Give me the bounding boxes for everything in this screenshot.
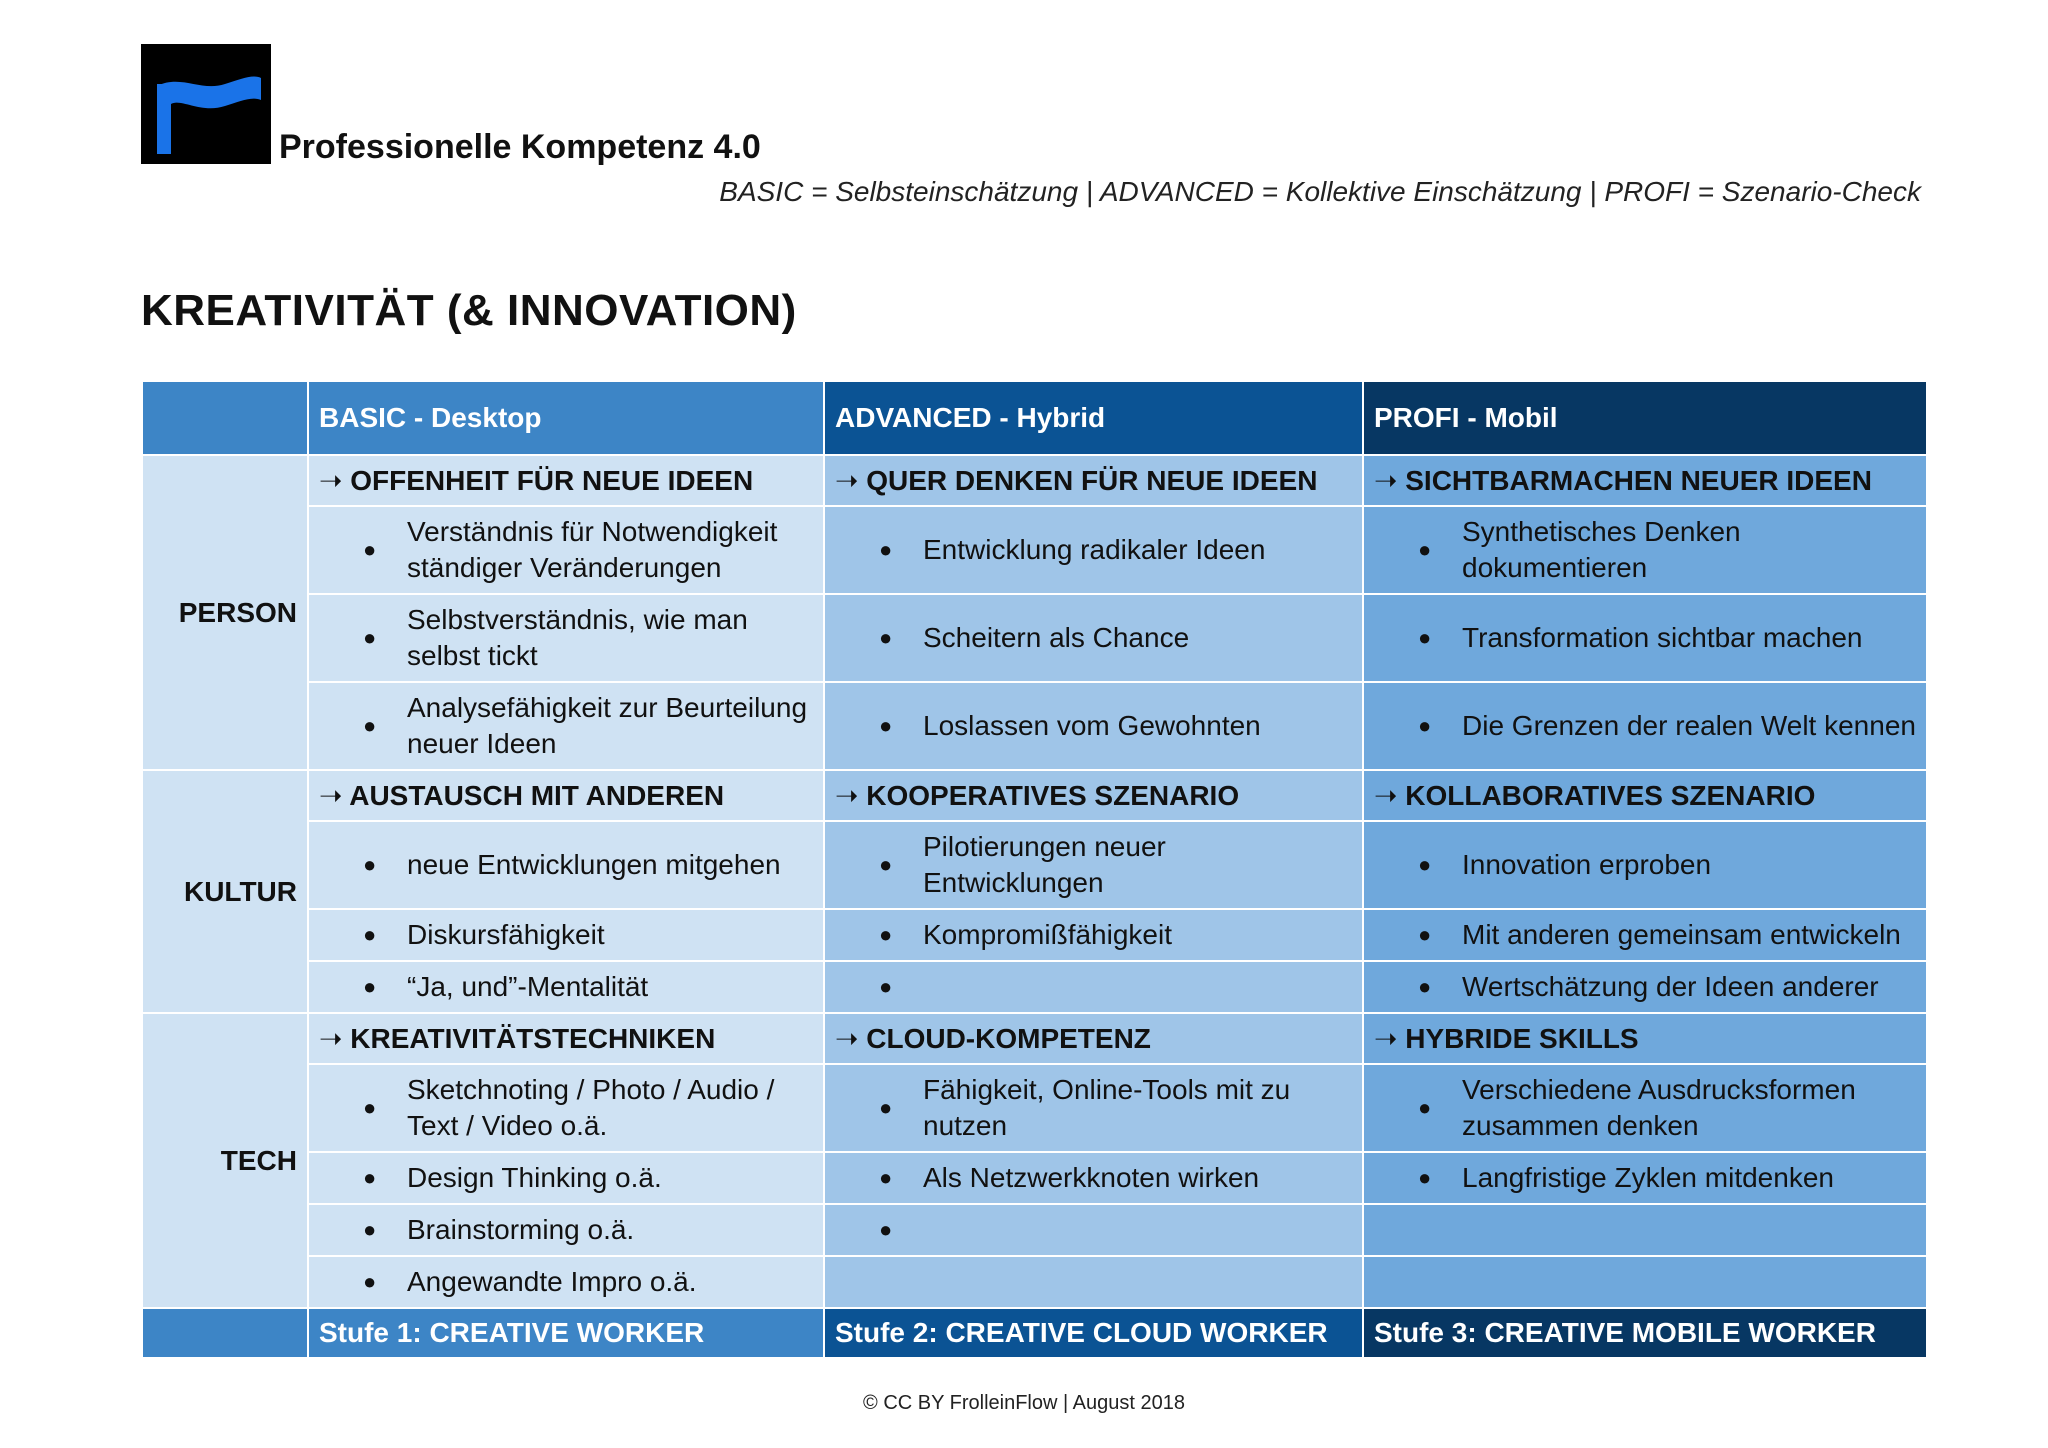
section-heading-text: SICHTBARMACHEN NEUER IDEEN bbox=[1405, 465, 1872, 496]
list-item-text: Kompromißfähigkeit bbox=[923, 919, 1172, 950]
arrow-icon: ➝ bbox=[1374, 780, 1398, 811]
list-item-text: Design Thinking o.ä. bbox=[407, 1162, 662, 1193]
matrix-body bbox=[142, 455, 1927, 1308]
list-item bbox=[835, 532, 1352, 568]
table-cell bbox=[308, 821, 824, 909]
section-heading bbox=[824, 455, 1363, 506]
bullet-icon: ● bbox=[879, 1217, 893, 1242]
table-cell bbox=[1363, 1204, 1927, 1256]
list-item-text: Verschiedene Ausdrucksformen zusammen denken bbox=[1462, 1074, 1856, 1141]
list-item bbox=[835, 917, 1352, 953]
table-row bbox=[142, 506, 1927, 594]
bullet-icon: ● bbox=[879, 625, 893, 650]
section-heading-text: KOOPERATIVES SZENARIO bbox=[866, 780, 1240, 811]
page-title: KREATIVITÄT (& INNOVATION) bbox=[141, 286, 797, 335]
list-item bbox=[1374, 1072, 1916, 1144]
arrow-icon: ➝ bbox=[1374, 465, 1398, 496]
table-row bbox=[142, 594, 1927, 682]
bullet-icon: ● bbox=[363, 1165, 377, 1190]
section-heading-text: KOLLABORATIVES SZENARIO bbox=[1405, 780, 1816, 811]
table-row bbox=[142, 961, 1927, 1013]
list-item bbox=[319, 1212, 813, 1248]
copyright-footer: © CC BY FrolleinFlow | August 2018 bbox=[863, 1392, 1185, 1414]
page-header bbox=[141, 44, 1921, 224]
app-title: Professionelle Kompetenz 4.0 bbox=[279, 128, 761, 166]
list-item bbox=[319, 917, 813, 953]
section-heading bbox=[824, 1013, 1363, 1064]
stage-row bbox=[142, 1308, 1927, 1358]
section-heading-text: KREATIVITÄTSTECHNIKEN bbox=[350, 1023, 716, 1054]
table-cell bbox=[824, 1204, 1363, 1256]
section-heading bbox=[308, 455, 824, 506]
table-cell bbox=[308, 594, 824, 682]
stage-1-label: Stufe 1: CREATIVE WORKER bbox=[308, 1308, 824, 1358]
section-heading bbox=[824, 770, 1363, 821]
section-heading bbox=[308, 1013, 824, 1064]
arrow-icon: ➝ bbox=[835, 780, 859, 811]
table-cell bbox=[1363, 1064, 1927, 1152]
column-header-profi: PROFI - Mobil bbox=[1363, 381, 1927, 455]
list-item bbox=[319, 690, 813, 762]
list-item bbox=[1374, 514, 1916, 586]
section-heading bbox=[308, 770, 824, 821]
table-cell bbox=[1363, 506, 1927, 594]
list-item bbox=[1374, 917, 1916, 953]
column-header-advanced: ADVANCED - Hybrid bbox=[824, 381, 1363, 455]
table-cell bbox=[308, 1256, 824, 1308]
list-item bbox=[835, 620, 1352, 656]
category-label: TECH bbox=[142, 1013, 308, 1308]
table-cell bbox=[824, 594, 1363, 682]
list-item bbox=[1374, 969, 1916, 1005]
table-cell bbox=[824, 1064, 1363, 1152]
table-cell bbox=[1363, 594, 1927, 682]
bullet-icon: ● bbox=[1418, 625, 1432, 650]
list-item-text: Brainstorming o.ä. bbox=[407, 1214, 635, 1245]
list-item-text: Als Netzwerkknoten wirken bbox=[923, 1162, 1260, 1193]
list-item bbox=[319, 969, 813, 1005]
bullet-icon: ● bbox=[363, 1269, 377, 1294]
bullet-icon: ● bbox=[879, 1165, 893, 1190]
table-row bbox=[142, 1256, 1927, 1308]
list-item-text: Loslassen vom Gewohnten bbox=[923, 710, 1261, 741]
list-item bbox=[835, 708, 1352, 744]
competency-matrix bbox=[141, 380, 1928, 1359]
table-row bbox=[142, 821, 1927, 909]
bullet-icon: ● bbox=[1418, 974, 1432, 999]
bullet-icon: ● bbox=[363, 1217, 377, 1242]
bullet-icon: ● bbox=[879, 922, 893, 947]
table-cell bbox=[824, 1256, 1363, 1308]
list-item bbox=[835, 1160, 1352, 1196]
table-cell bbox=[824, 682, 1363, 770]
list-item-text: neue Entwicklungen mitgehen bbox=[407, 849, 781, 880]
list-item-text: Die Grenzen der realen Welt kennen bbox=[1462, 710, 1916, 741]
header-empty-cell bbox=[142, 381, 308, 455]
table-cell bbox=[308, 506, 824, 594]
list-item-text: Entwicklung radikaler Ideen bbox=[923, 534, 1266, 565]
table-cell bbox=[1363, 1152, 1927, 1204]
table-cell bbox=[1363, 909, 1927, 961]
list-item bbox=[319, 602, 813, 674]
arrow-icon: ➝ bbox=[835, 465, 859, 496]
bullet-icon: ● bbox=[1418, 713, 1432, 738]
list-item-text: Transformation sichtbar machen bbox=[1462, 622, 1863, 653]
section-heading-text: QUER DENKEN FÜR NEUE IDEEN bbox=[866, 465, 1318, 496]
list-item bbox=[319, 1264, 813, 1300]
list-item bbox=[319, 514, 813, 586]
section-heading-text: OFFENHEIT FÜR NEUE IDEEN bbox=[350, 465, 754, 496]
list-item-text: Sketchnoting / Photo / Audio / Text / Video o.ä. bbox=[407, 1074, 775, 1141]
table-cell bbox=[308, 1152, 824, 1204]
list-item-text: Selbstverständnis, wie man selbst tickt bbox=[407, 604, 748, 671]
section-heading-text: CLOUD-KOMPETENZ bbox=[866, 1023, 1151, 1054]
table-cell bbox=[308, 1204, 824, 1256]
category-label: PERSON bbox=[142, 455, 308, 770]
table-row bbox=[142, 909, 1927, 961]
list-item-text: Synthetisches Denken dokumentieren bbox=[1462, 516, 1741, 583]
stage-2-label: Stufe 2: CREATIVE CLOUD WORKER bbox=[824, 1308, 1363, 1358]
list-item bbox=[319, 1072, 813, 1144]
list-item bbox=[1374, 708, 1916, 744]
table-cell bbox=[1363, 1256, 1927, 1308]
bullet-icon: ● bbox=[363, 713, 377, 738]
arrow-icon: ➝ bbox=[319, 780, 343, 811]
stage-empty-cell bbox=[142, 1308, 308, 1358]
section-row bbox=[142, 1013, 1927, 1064]
bullet-icon: ● bbox=[879, 974, 893, 999]
table-cell bbox=[308, 682, 824, 770]
column-header-basic: BASIC - Desktop bbox=[308, 381, 824, 455]
list-item bbox=[835, 1217, 1352, 1243]
section-heading-text: HYBRIDE SKILLS bbox=[1405, 1023, 1639, 1054]
list-item-text: Verständnis für Notwendigkeit ständiger Veränderungen bbox=[407, 516, 778, 583]
list-item bbox=[835, 829, 1352, 901]
list-item-text: Innovation erproben bbox=[1462, 849, 1712, 880]
table-cell bbox=[824, 909, 1363, 961]
section-heading bbox=[1363, 1013, 1927, 1064]
table-row bbox=[142, 682, 1927, 770]
matrix-header-row bbox=[142, 381, 1927, 455]
list-item-text: Angewandte Impro o.ä. bbox=[407, 1266, 697, 1297]
list-item bbox=[1374, 847, 1916, 883]
bullet-icon: ● bbox=[363, 922, 377, 947]
bullet-icon: ● bbox=[879, 852, 893, 877]
list-item-text: Analysefähigkeit zur Beurteilung neuer Ideen bbox=[407, 692, 808, 759]
list-item bbox=[835, 974, 1352, 1000]
list-item-text: Pilotierungen neuer Entwicklungen bbox=[923, 831, 1166, 898]
bullet-icon: ● bbox=[1418, 1165, 1432, 1190]
arrow-icon: ➝ bbox=[1374, 1023, 1398, 1054]
list-item-text: Wertschätzung der Ideen anderer bbox=[1462, 971, 1879, 1002]
bullet-icon: ● bbox=[363, 974, 377, 999]
category-label: KULTUR bbox=[142, 770, 308, 1013]
list-item bbox=[1374, 1160, 1916, 1196]
table-cell bbox=[1363, 961, 1927, 1013]
table-row bbox=[142, 1064, 1927, 1152]
list-item-text: Mit anderen gemeinsam entwickeln bbox=[1462, 919, 1901, 950]
list-item bbox=[1374, 620, 1916, 656]
flag-logo-icon bbox=[141, 44, 271, 164]
table-cell bbox=[824, 1152, 1363, 1204]
bullet-icon: ● bbox=[1418, 922, 1432, 947]
bullet-icon: ● bbox=[363, 537, 377, 562]
bullet-icon: ● bbox=[1418, 852, 1432, 877]
list-item-text: Fähigkeit, Online-Tools mit zu nutzen bbox=[923, 1074, 1291, 1141]
arrow-icon: ➝ bbox=[319, 1023, 343, 1054]
bullet-icon: ● bbox=[363, 852, 377, 877]
table-cell bbox=[308, 909, 824, 961]
list-item bbox=[319, 847, 813, 883]
list-item bbox=[319, 1160, 813, 1196]
bullet-icon: ● bbox=[879, 537, 893, 562]
table-cell bbox=[1363, 821, 1927, 909]
arrow-icon: ➝ bbox=[319, 465, 343, 496]
table-cell bbox=[824, 821, 1363, 909]
list-item-text: “Ja, und”-Mentalität bbox=[407, 971, 649, 1002]
bullet-icon: ● bbox=[879, 713, 893, 738]
list-item-text: Diskursfähigkeit bbox=[407, 919, 605, 950]
stage-3-label: Stufe 3: CREATIVE MOBILE WORKER bbox=[1363, 1308, 1927, 1358]
section-row bbox=[142, 770, 1927, 821]
table-cell bbox=[308, 1064, 824, 1152]
bullet-icon: ● bbox=[1418, 1095, 1432, 1120]
section-heading bbox=[1363, 770, 1927, 821]
list-item bbox=[835, 1072, 1352, 1144]
section-heading bbox=[1363, 455, 1927, 506]
level-legend: BASIC = Selbsteinschätzung | ADVANCED = Kollektive Einschätzung | PROFI = Szenario-Check bbox=[719, 176, 1921, 207]
table-cell bbox=[308, 961, 824, 1013]
table-cell bbox=[824, 961, 1363, 1013]
table-row bbox=[142, 1152, 1927, 1204]
list-item-text: Scheitern als Chance bbox=[923, 622, 1190, 653]
bullet-icon: ● bbox=[1418, 537, 1432, 562]
list-item-text: Langfristige Zyklen mitdenken bbox=[1462, 1162, 1834, 1193]
bullet-icon: ● bbox=[363, 625, 377, 650]
table-cell bbox=[824, 506, 1363, 594]
section-heading-text: AUSTAUSCH MIT ANDEREN bbox=[349, 780, 725, 811]
logo bbox=[141, 44, 271, 164]
arrow-icon: ➝ bbox=[835, 1023, 859, 1054]
table-row bbox=[142, 1204, 1927, 1256]
table-cell bbox=[1363, 682, 1927, 770]
section-row bbox=[142, 455, 1927, 506]
bullet-icon: ● bbox=[879, 1095, 893, 1120]
bullet-icon: ● bbox=[363, 1095, 377, 1120]
